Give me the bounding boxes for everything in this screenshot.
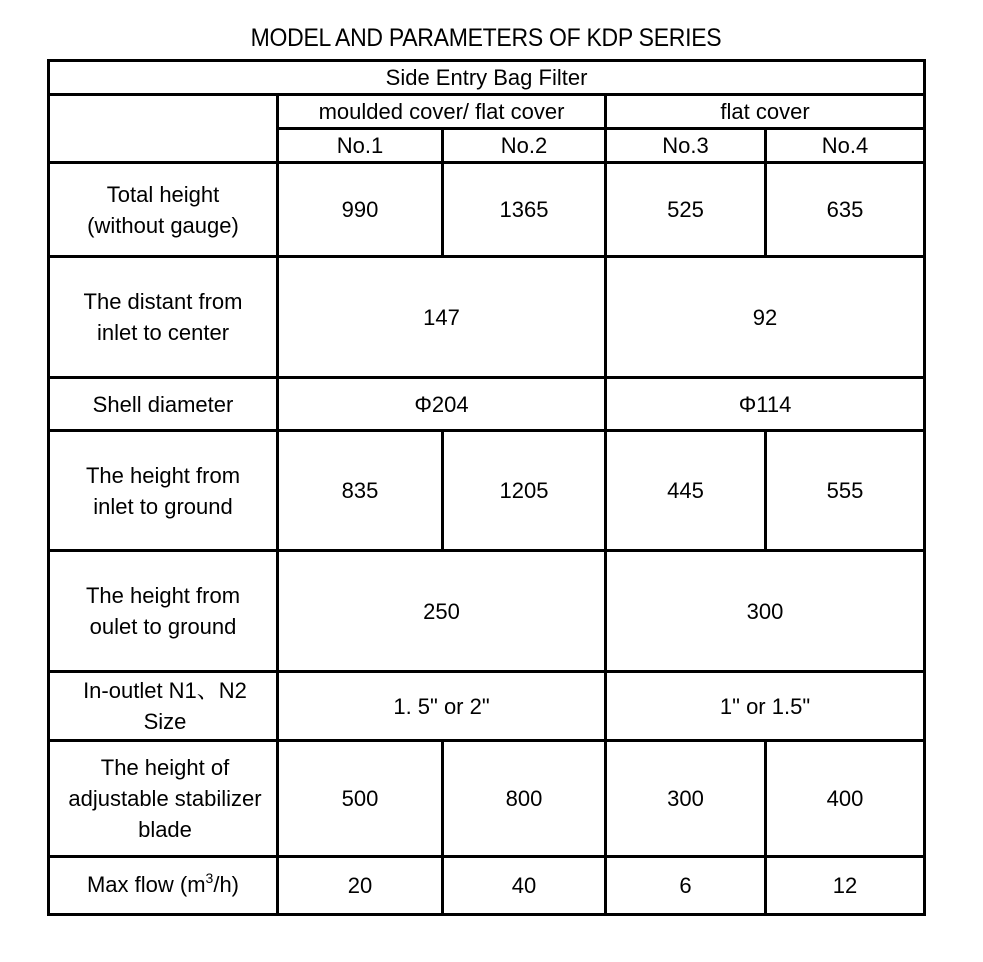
label-line: inlet to center: [96, 320, 230, 345]
header-blank: [49, 95, 278, 163]
table-cell: 555: [766, 431, 925, 551]
label-line: The distant from: [83, 289, 243, 314]
model-header-2: No.2: [443, 129, 606, 163]
label-part: Max flow (m: [86, 871, 206, 897]
row-label-inlet-ground: [49, 431, 278, 551]
label-line: (without gauge): [87, 212, 239, 238]
table-cell: 445: [606, 431, 766, 551]
row-label-total-height: [49, 163, 278, 257]
table-cell: 92: [606, 257, 925, 378]
label-line: oulet to ground: [89, 614, 237, 639]
row-label-max-flow: [49, 857, 278, 915]
table-row: [49, 257, 925, 378]
table-row: [49, 857, 925, 915]
table-row: [49, 378, 925, 431]
table-row: [49, 163, 925, 257]
label-line: In-outlet N1、N2: [83, 678, 247, 703]
table-cell: 300: [606, 741, 766, 857]
row-label-outlet-ground: [49, 551, 278, 672]
table-cell: 500: [278, 741, 443, 857]
header-row-groups: [49, 95, 925, 129]
table-cell: 1. 5" or 2": [278, 672, 606, 741]
header-row-main: [49, 61, 925, 95]
label-line: inlet to ground: [93, 493, 233, 519]
table-cell: 40: [443, 857, 606, 915]
table-cell: 1" or 1.5": [606, 672, 925, 741]
group-header-1: moulded cover/ flat cover: [278, 95, 606, 129]
table-cell: 400: [766, 741, 925, 857]
row-label-shell-diameter: Shell diameter: [49, 378, 278, 431]
page-title: MODEL AND PARAMETERS OF KDP SERIES: [250, 24, 722, 52]
table-row: [49, 431, 925, 551]
parameters-table: [47, 59, 926, 916]
table-cell: 1365: [443, 163, 606, 257]
table-cell: 800: [443, 741, 606, 857]
table-cell: 835: [278, 431, 443, 551]
table-cell: 1205: [443, 431, 606, 551]
label-line: Size: [143, 709, 187, 734]
table-row: [49, 551, 925, 672]
table-row: [49, 672, 925, 741]
table-cell: 250: [278, 551, 606, 672]
table-cell: 20: [278, 857, 443, 915]
model-header-1: No.1: [278, 129, 443, 163]
label-superscript: 3: [205, 869, 214, 886]
label-part: /h): [213, 871, 240, 897]
table-cell: Φ114: [606, 378, 925, 431]
table-row: [49, 741, 925, 857]
group-header-2: flat cover: [606, 95, 925, 129]
label-line: blade: [138, 817, 192, 842]
table-cell: 300: [606, 551, 925, 672]
table-cell: 635: [766, 163, 925, 257]
table-cell: Φ204: [278, 378, 606, 431]
header-main: Side Entry Bag Filter: [49, 61, 925, 95]
table-cell: 990: [278, 163, 443, 257]
label-line: The height from: [85, 583, 241, 608]
table-cell: 525: [606, 163, 766, 257]
label-line: adjustable stabilizer: [68, 786, 262, 811]
row-label-stabilizer: [49, 741, 278, 857]
table-cell: 147: [278, 257, 606, 378]
label-line: Total height: [106, 181, 220, 207]
table-cell: 6: [606, 857, 766, 915]
row-label-inoutlet-size: [49, 672, 278, 741]
model-header-4: No.4: [766, 129, 925, 163]
model-header-3: No.3: [606, 129, 766, 163]
row-label-inlet-center: [49, 257, 278, 378]
label-line: The height from: [85, 462, 241, 488]
label-line: The height of: [100, 755, 230, 780]
table-cell: 12: [766, 857, 925, 915]
